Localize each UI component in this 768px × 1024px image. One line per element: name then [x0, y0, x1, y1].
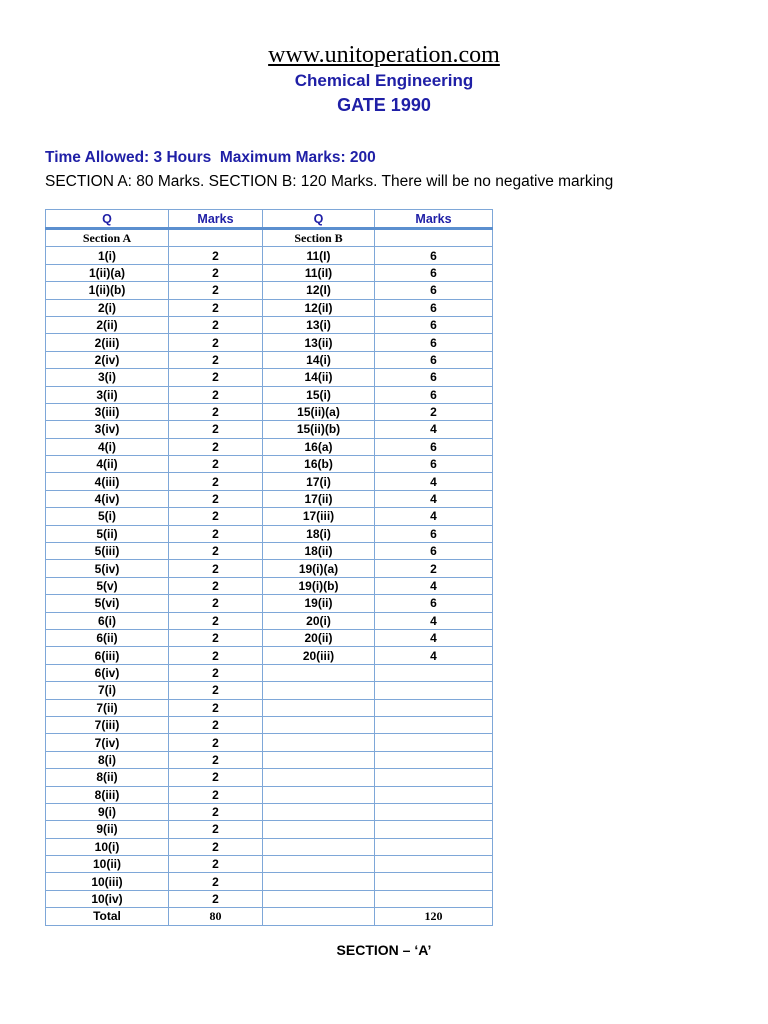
question-a-cell: 6(ii) — [46, 629, 169, 646]
question-a-cell: 2(ii) — [46, 316, 169, 333]
question-b-cell: 20(ii) — [263, 629, 375, 646]
question-b-cell — [263, 699, 375, 716]
marks-b-cell: 6 — [375, 247, 493, 264]
table-row — [46, 473, 493, 490]
marks-b-cell — [375, 682, 493, 699]
marks-b-cell — [375, 716, 493, 733]
question-b-cell: 15(ii)(a) — [263, 403, 375, 420]
marks-a-cell: 2 — [169, 647, 263, 664]
marks-b-cell: 4 — [375, 490, 493, 507]
table-row — [46, 629, 493, 646]
question-a-cell: 7(iii) — [46, 716, 169, 733]
marks-a-cell: 2 — [169, 282, 263, 299]
total-section-b: 120 — [375, 908, 493, 925]
section-b-label: Section B — [263, 229, 375, 247]
table-row — [46, 682, 493, 699]
marks-a-cell: 2 — [169, 247, 263, 264]
question-b-cell — [263, 664, 375, 681]
marks-b-cell: 6 — [375, 351, 493, 368]
question-b-cell: 11(I) — [263, 247, 375, 264]
table-row — [46, 560, 493, 577]
marks-a-cell: 2 — [169, 716, 263, 733]
question-a-cell: 10(ii) — [46, 856, 169, 873]
marks-b-cell — [375, 856, 493, 873]
marks-a-cell: 2 — [169, 473, 263, 490]
question-b-cell: 14(ii) — [263, 369, 375, 386]
marks-a-cell: 2 — [169, 386, 263, 403]
marks-a-cell: 2 — [169, 334, 263, 351]
marks-a-cell: 2 — [169, 890, 263, 907]
marks-b-cell: 2 — [375, 560, 493, 577]
question-a-cell: 5(v) — [46, 577, 169, 594]
table-row — [46, 647, 493, 664]
marks-a-cell: 2 — [169, 821, 263, 838]
marks-a-cell: 2 — [169, 560, 263, 577]
marks-a-cell: 2 — [169, 786, 263, 803]
question-a-cell: 9(ii) — [46, 821, 169, 838]
question-a-cell: 3(i) — [46, 369, 169, 386]
table-row — [46, 890, 493, 907]
marks-b-cell: 4 — [375, 508, 493, 525]
question-a-cell: 5(ii) — [46, 525, 169, 542]
table-row — [46, 438, 493, 455]
total-label: Total — [46, 908, 169, 925]
table-row — [46, 386, 493, 403]
exam-title: GATE 1990 — [337, 95, 431, 115]
marks-b-cell — [375, 734, 493, 751]
marks-b-cell — [375, 769, 493, 786]
marks-b-cell: 6 — [375, 334, 493, 351]
table-row — [46, 282, 493, 299]
question-a-cell: 3(ii) — [46, 386, 169, 403]
marks-a-cell: 2 — [169, 873, 263, 890]
question-b-cell — [263, 682, 375, 699]
question-a-cell: 10(i) — [46, 838, 169, 855]
table-row — [46, 595, 493, 612]
marks-b-cell — [375, 664, 493, 681]
marks-b-cell: 6 — [375, 595, 493, 612]
marks-a-cell: 2 — [169, 577, 263, 594]
total-section-a: 80 — [169, 908, 263, 925]
table-row — [46, 299, 493, 316]
question-b-cell: 17(iii) — [263, 508, 375, 525]
section-a-heading: SECTION – ‘A’ — [336, 942, 432, 958]
marks-a-cell: 2 — [169, 838, 263, 855]
marks-table — [45, 209, 493, 926]
empty-cell — [375, 229, 493, 247]
marks-a-cell: 2 — [169, 629, 263, 646]
question-b-cell — [263, 856, 375, 873]
question-b-cell: 18(ii) — [263, 543, 375, 560]
sections-info-line: SECTION A: 80 Marks. SECTION B: 120 Marks. There will be no negative marking — [45, 173, 614, 190]
marks-b-cell — [375, 890, 493, 907]
question-a-cell: 2(iv) — [46, 351, 169, 368]
question-a-cell: 5(vi) — [46, 595, 169, 612]
marks-a-cell: 2 — [169, 803, 263, 820]
marks-b-cell: 6 — [375, 386, 493, 403]
marks-b-cell: 6 — [375, 369, 493, 386]
marks-a-cell: 2 — [169, 369, 263, 386]
question-b-cell — [263, 769, 375, 786]
section-label-row — [46, 229, 493, 247]
marks-a-cell: 2 — [169, 490, 263, 507]
empty-cell — [169, 229, 263, 247]
table-row — [46, 786, 493, 803]
marks-a-cell: 2 — [169, 421, 263, 438]
question-b-cell — [263, 873, 375, 890]
question-b-cell — [263, 803, 375, 820]
table-row — [46, 543, 493, 560]
table-row — [46, 490, 493, 507]
question-b-cell — [263, 751, 375, 768]
question-b-cell: 16(b) — [263, 456, 375, 473]
marks-b-cell — [375, 699, 493, 716]
question-b-cell: 19(ii) — [263, 595, 375, 612]
question-a-cell: 3(iv) — [46, 421, 169, 438]
marks-b-cell: 6 — [375, 282, 493, 299]
question-b-cell: 13(i) — [263, 316, 375, 333]
marks-a-cell: 2 — [169, 525, 263, 542]
question-b-cell: 20(iii) — [263, 647, 375, 664]
question-b-cell — [263, 838, 375, 855]
table-row — [46, 873, 493, 890]
marks-a-cell: 2 — [169, 856, 263, 873]
question-a-cell: 6(i) — [46, 612, 169, 629]
table-row — [46, 421, 493, 438]
question-a-cell: 8(ii) — [46, 769, 169, 786]
marks-b-cell: 6 — [375, 543, 493, 560]
time-allowed-line: Time Allowed: 3 Hours Maximum Marks: 200 — [45, 149, 376, 166]
table-row — [46, 734, 493, 751]
table-row — [46, 508, 493, 525]
table-row — [46, 369, 493, 386]
table-row — [46, 334, 493, 351]
marks-a-cell: 2 — [169, 699, 263, 716]
marks-b-cell: 6 — [375, 438, 493, 455]
table-row — [46, 716, 493, 733]
table-row — [46, 456, 493, 473]
question-a-cell: 4(i) — [46, 438, 169, 455]
question-a-cell: 5(i) — [46, 508, 169, 525]
site-url: www.unitoperation.com — [268, 42, 500, 68]
marks-a-cell: 2 — [169, 734, 263, 751]
question-b-cell: 17(i) — [263, 473, 375, 490]
question-a-cell: 5(iv) — [46, 560, 169, 577]
question-b-cell: 15(ii)(b) — [263, 421, 375, 438]
question-b-cell — [263, 821, 375, 838]
question-b-cell — [263, 716, 375, 733]
question-b-cell: 19(i)(b) — [263, 577, 375, 594]
marks-b-cell: 6 — [375, 316, 493, 333]
marks-b-cell: 4 — [375, 473, 493, 490]
marks-a-cell: 2 — [169, 438, 263, 455]
empty-cell — [263, 908, 375, 925]
marks-b-cell: 4 — [375, 629, 493, 646]
question-a-cell: 4(ii) — [46, 456, 169, 473]
marks-b-cell — [375, 838, 493, 855]
marks-a-cell: 2 — [169, 403, 263, 420]
table-row — [46, 247, 493, 264]
question-b-cell: 11(iI) — [263, 264, 375, 281]
question-b-cell: 16(a) — [263, 438, 375, 455]
question-a-cell: 6(iv) — [46, 664, 169, 681]
question-a-cell: 1(ii)(b) — [46, 282, 169, 299]
marks-b-cell: 6 — [375, 264, 493, 281]
question-a-cell: 8(iii) — [46, 786, 169, 803]
marks-b-cell: 4 — [375, 612, 493, 629]
table-row — [46, 316, 493, 333]
question-a-cell: 7(ii) — [46, 699, 169, 716]
table-row — [46, 525, 493, 542]
question-a-cell: 9(i) — [46, 803, 169, 820]
table-row — [46, 264, 493, 281]
marks-a-cell: 2 — [169, 543, 263, 560]
question-a-cell: 1(ii)(a) — [46, 264, 169, 281]
question-a-cell: 10(iv) — [46, 890, 169, 907]
question-a-cell: 2(i) — [46, 299, 169, 316]
marks-b-cell — [375, 751, 493, 768]
marks-a-cell: 2 — [169, 299, 263, 316]
marks-a-cell: 2 — [169, 264, 263, 281]
marks-b-cell: 4 — [375, 577, 493, 594]
table-row — [46, 403, 493, 420]
table-row — [46, 351, 493, 368]
marks-b-cell: 4 — [375, 647, 493, 664]
marks-a-cell: 2 — [169, 316, 263, 333]
marks-a-cell: 2 — [169, 595, 263, 612]
marks-b-cell — [375, 786, 493, 803]
question-b-cell: 19(i)(a) — [263, 560, 375, 577]
question-b-cell: 12(I) — [263, 282, 375, 299]
table-row — [46, 821, 493, 838]
subject-title: Chemical Engineering — [294, 71, 474, 90]
question-b-cell — [263, 734, 375, 751]
question-a-cell: 6(iii) — [46, 647, 169, 664]
table-row — [46, 751, 493, 768]
marks-b-cell: 6 — [375, 299, 493, 316]
question-a-cell: 4(iv) — [46, 490, 169, 507]
question-b-cell: 17(ii) — [263, 490, 375, 507]
header-marks-a: Marks — [169, 210, 263, 229]
header-q-a: Q — [46, 210, 169, 229]
question-a-cell: 1(i) — [46, 247, 169, 264]
table-row — [46, 664, 493, 681]
question-a-cell: 4(iii) — [46, 473, 169, 490]
question-b-cell: 12(iI) — [263, 299, 375, 316]
table-row — [46, 838, 493, 855]
question-a-cell: 10(iii) — [46, 873, 169, 890]
table-row — [46, 803, 493, 820]
table-row — [46, 612, 493, 629]
marks-b-cell — [375, 803, 493, 820]
marks-a-cell: 2 — [169, 612, 263, 629]
marks-a-cell: 2 — [169, 664, 263, 681]
marks-b-cell: 6 — [375, 525, 493, 542]
question-b-cell: 15(i) — [263, 386, 375, 403]
marks-b-cell: 2 — [375, 403, 493, 420]
question-b-cell: 18(i) — [263, 525, 375, 542]
table-row — [46, 769, 493, 786]
marks-a-cell: 2 — [169, 682, 263, 699]
section-a-label: Section A — [46, 229, 169, 247]
marks-a-cell: 2 — [169, 456, 263, 473]
marks-b-cell — [375, 821, 493, 838]
marks-a-cell: 2 — [169, 751, 263, 768]
header-q-b: Q — [263, 210, 375, 229]
question-b-cell: 20(i) — [263, 612, 375, 629]
table-row — [46, 699, 493, 716]
question-a-cell: 7(i) — [46, 682, 169, 699]
question-a-cell: 3(iii) — [46, 403, 169, 420]
header-marks-b: Marks — [375, 210, 493, 229]
total-row — [46, 908, 493, 925]
table-row — [46, 856, 493, 873]
marks-b-cell — [375, 873, 493, 890]
question-b-cell: 13(ii) — [263, 334, 375, 351]
marks-a-cell: 2 — [169, 508, 263, 525]
table-header-row — [46, 210, 493, 229]
question-b-cell: 14(i) — [263, 351, 375, 368]
question-b-cell — [263, 890, 375, 907]
question-a-cell: 5(iii) — [46, 543, 169, 560]
question-a-cell: 2(iii) — [46, 334, 169, 351]
table-row — [46, 577, 493, 594]
question-b-cell — [263, 786, 375, 803]
marks-a-cell: 2 — [169, 351, 263, 368]
marks-b-cell: 4 — [375, 421, 493, 438]
marks-b-cell: 6 — [375, 456, 493, 473]
question-a-cell: 8(i) — [46, 751, 169, 768]
question-a-cell: 7(iv) — [46, 734, 169, 751]
marks-a-cell: 2 — [169, 769, 263, 786]
